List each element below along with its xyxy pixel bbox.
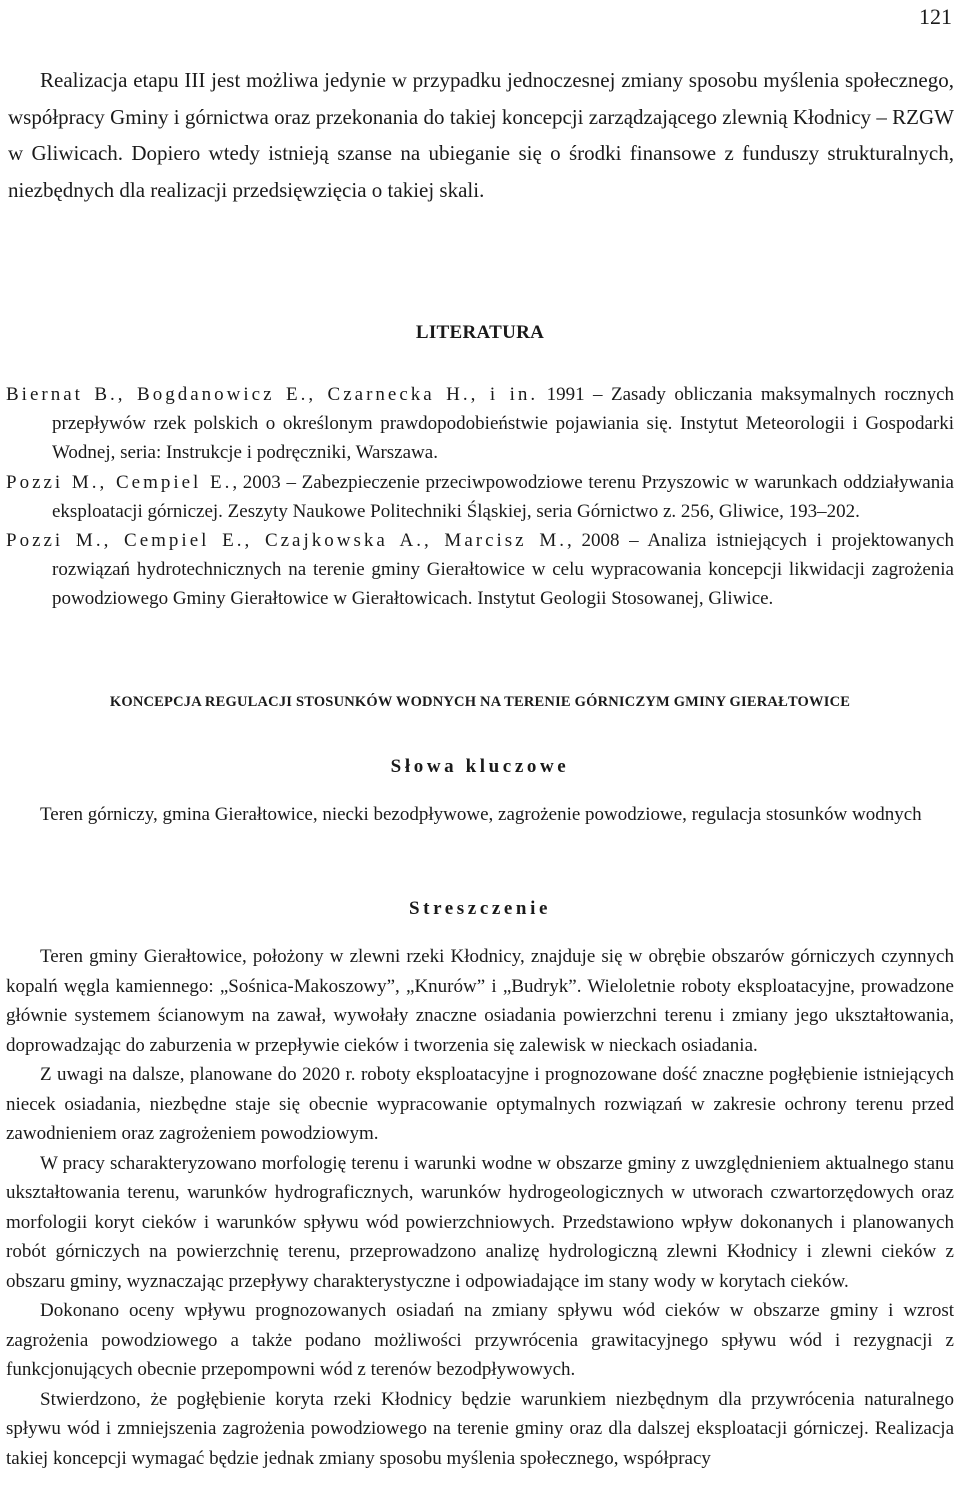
abstract-paragraph: Teren gminy Gierałtowice, położony w zlewni rzeki Kłodnicy, znajduje się w obrębie obszarów górniczych czynnych kopalń węgla kamiennego: „Sośnica-Makoszowy”, „Knurów” i „Budryk”. Wieloletnie roboty eksploatacyjne, prowadzone głównie systemem ścianowym na zawał, wywołały znaczne osiadania powierzchni terenu i zmiany jego ukształtowania, doprowadzając do zaburzenia w przepływie cieków i tworzenia się zalewisk w nieckach osiadania.: [6, 946, 954, 1056]
keywords-heading: Słowa kluczowe: [390, 756, 570, 777]
reference-list: [6, 380, 954, 614]
reference-authors: Pozzi M., Cempiel E., Czajkowska A., Marcisz M.: [6, 530, 567, 552]
abstract-paragraph: Z uwagi na dalsze, planowane do 2020 r. roboty eksploatacyjne i prognozowane dość znaczne pogłębienie istniejących niecek osiadania, niezbędne staje się obecnie wypracowanie optymalnych rozwiązań w zakresie ochrony terenu przed zawodnieniem oraz zagrożeniem powodziowym.: [6, 1064, 954, 1144]
keywords-text: Teren górniczy, gmina Gierałtowice, niecki bezodpływowe, zagrożenie powodziowe, regulacja stosunków wodnych: [40, 804, 922, 825]
abstract-paragraph: Dokonano oceny wpływu prognozowanych osiadań na zmiany spływu wód cieków w obszarze gminy i wzrost zagrożenia powodziowego a także podano możliwości przywrócenia grawitacyjnego spływu wód i rezygnacji z funkcjonujących obecnie przepompowni wód z terenów bezodpływowych.: [6, 1300, 954, 1380]
intro-paragraph: Realizacja etapu III jest możliwa jedynie w przypadku jednoczesnej zmiany sposobu myślenia społecznego, współpracy Gminy i górnictwa oraz przekonania do takiej koncepcji zarządzającego zlewnią Kłodnicy – RZGW w Gliwicach. Dopiero wtedy istnieją szanse na ubieganie się o środki finansowe z funduszy strukturalnych, niezbędnych dla realizacji przedsięwzięcia o takiej skali.: [8, 68, 954, 202]
reference-item: [6, 380, 954, 468]
article-title: KONCEPCJA REGULACJI STOSUNKÓW WODNYCH NA TERENIE GÓRNICZYM GMINY GIERAŁTOWICE: [109, 694, 851, 710]
reference-text: 1991 – Zasady obliczania maksymalnych rocznych przepływów rzek polskich o określonym prawdopodobieństwie pojawiania się. Instytut Meteorologii i Gospodarki Wodnej, seria: Instrukcje i podręczniki, Warszawa.: [52, 384, 955, 464]
reference-text: , 2008 – Analiza istniejących i projektowanych rozwiązań hydrotechnicznych na terenie gminy Gierałtowice w celu wypracowania koncepcji likwidacji zagrożenia powodziowego Gminy Gierałtowice w Gierałtowicach. Instytut Geologii Stosowanej, Gliwice.: [52, 530, 954, 610]
abstract-heading: Streszczenie: [408, 898, 552, 919]
reference-item: [6, 526, 954, 614]
reference-authors: Pozzi M., Cempiel E.: [6, 471, 233, 493]
abstract-paragraph: W pracy scharakteryzowano morfologię terenu i warunki wodne w obszarze gminy z uwzględnieniem aktualnego stanu ukształtowania terenu, warunków hydrograficznych, warunków hydrogeologicznych w utworach czwartorzędowych oraz morfologii koryt cieków i warunków spływu wód powierzchniowych. Przedstawiono wpływ dokonanych i planowanych robót górniczych na powierzchnię terenu, przeprowadzono analizę hydrologiczną zlewni Kłodnicy i zlewni cieków z obszaru gminy, wyznaczając przepływy charakterystyczne i odpowiadające im stany wody w korytach cieków.: [6, 1152, 954, 1292]
abstract-body: [6, 942, 954, 1473]
abstract-paragraph: Stwierdzono, że pogłębienie koryta rzeki Kłodnicy będzie warunkiem niezbędnym dla przywrócenia naturalnego spływu wód i zmniejszenia zagrożenia powodziowego na terenie gminy oraz dla dalszej eksploatacji górniczej. Realizacja takiej koncepcji wymagać będzie jednak zmiany sposobu myślenia społecznego, współpracy: [6, 1388, 954, 1469]
page-number: 121: [919, 4, 952, 29]
reference-item: [6, 468, 954, 526]
reference-authors: Biernat B., Bogdanowicz E., Czarnecka H., i in.: [6, 384, 539, 405]
literature-heading: LITERATURA: [415, 322, 545, 343]
reference-text: , 2003 – Zabezpieczenie przeciwpowodziowe terenu Przyszowic w warunkach oddziaływania eksploatacji górniczej. Zeszyty Naukowe Politechniki Śląskiej, seria Górnictwo z. 256, Gliwice, 193–202.: [52, 471, 954, 522]
